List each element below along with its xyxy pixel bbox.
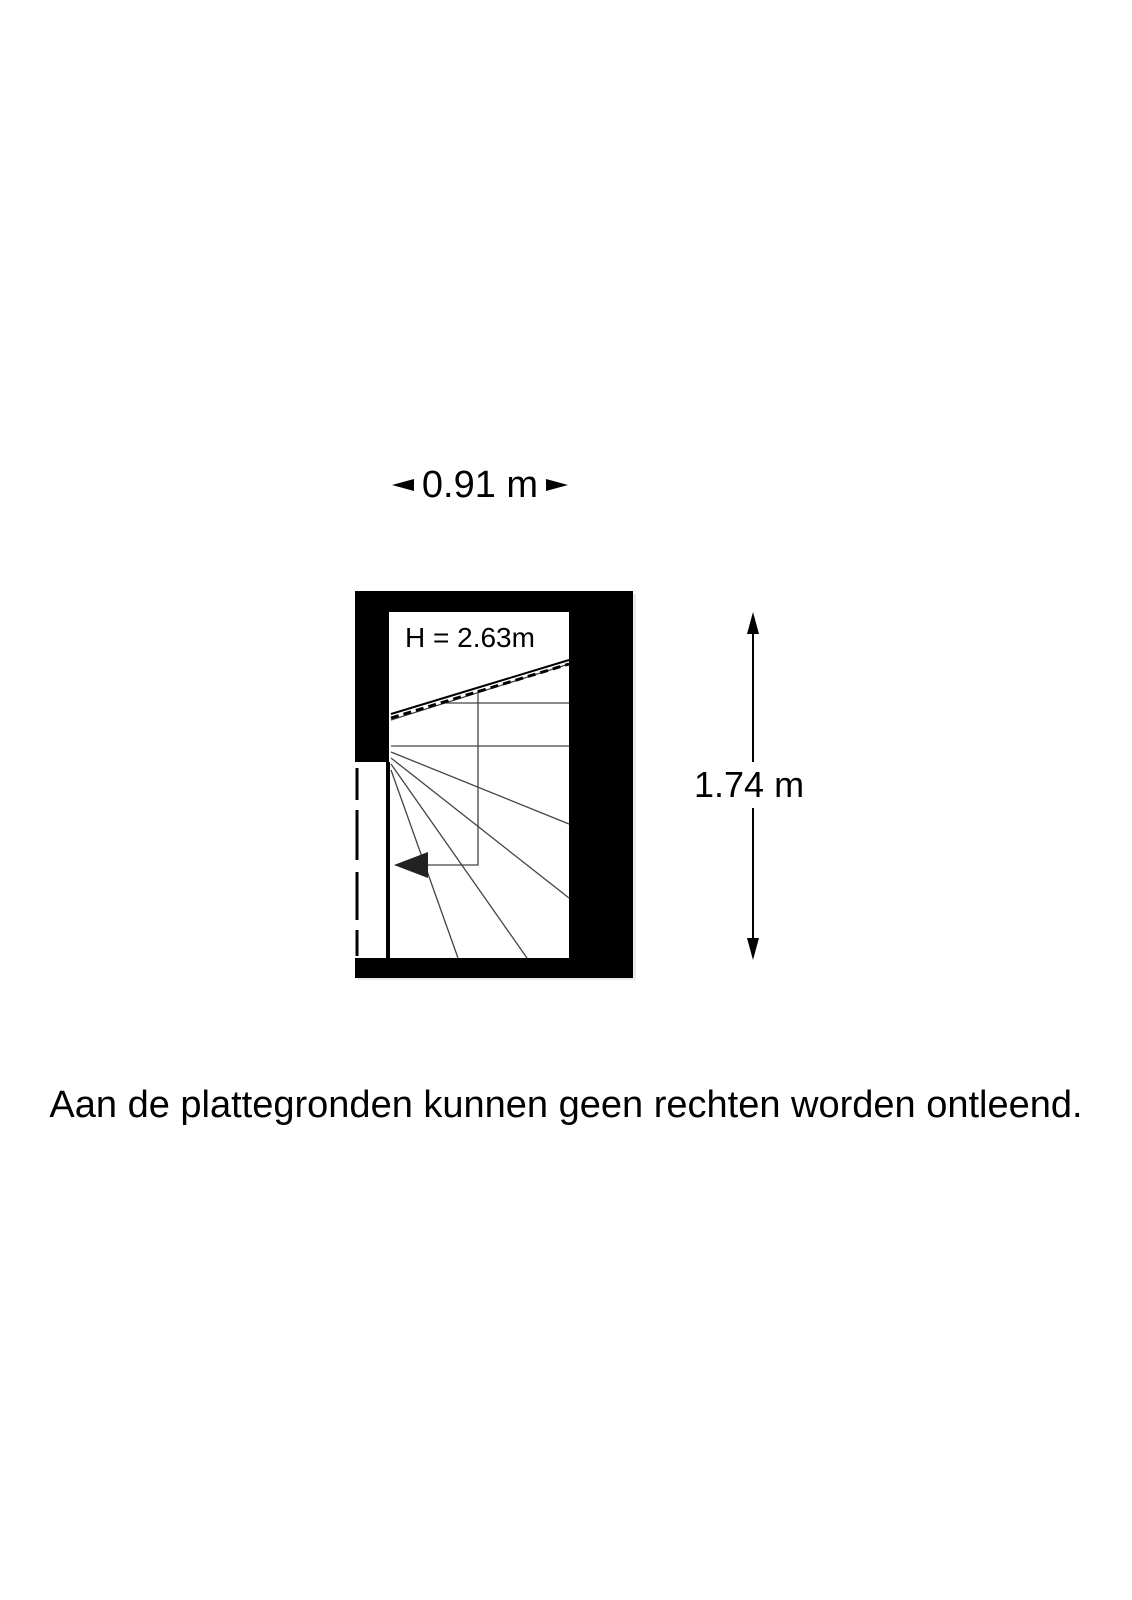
stairwell-interior — [389, 612, 569, 958]
width-dimension-value: 0.91 m — [421, 463, 539, 506]
disclaimer-text: Aan de plattegronden kunnen geen rechten worden ontleend. — [49, 1084, 1083, 1126]
arrow-left-icon — [392, 479, 414, 491]
depth-dimension-value: 1.74 m — [690, 762, 808, 808]
arrow-right-icon — [546, 479, 568, 491]
width-dimension — [385, 460, 575, 510]
door-opening — [355, 762, 389, 958]
doorway-frame — [386, 762, 390, 958]
room-height-label: H = 2.63m — [405, 622, 535, 653]
